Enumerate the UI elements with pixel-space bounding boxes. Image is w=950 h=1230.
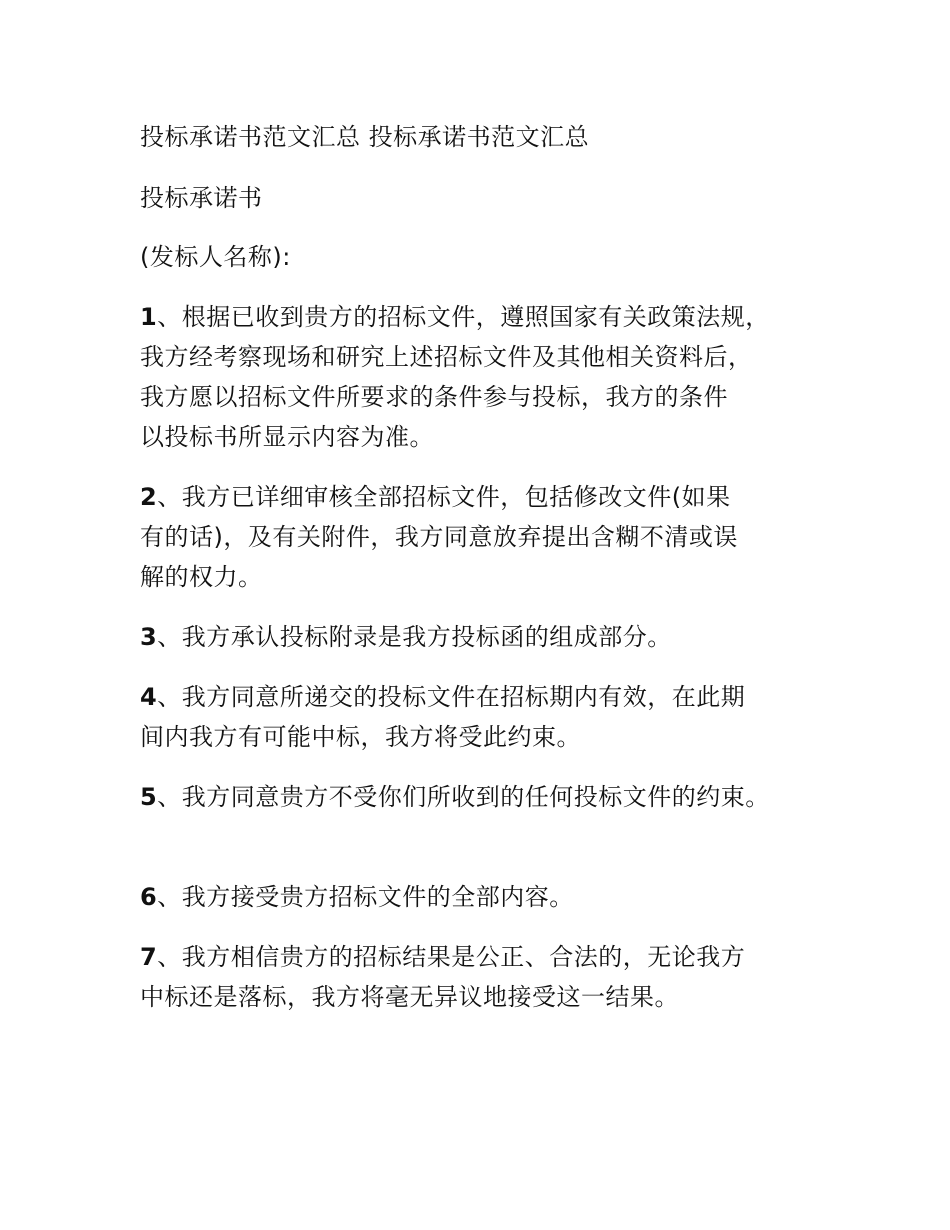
- item-text: 、我方相信贵方的招标结果是公正、合法的，无论我方: [157, 943, 746, 971]
- item-number: 4: [140, 683, 158, 711]
- addressee-line: (发标人名称):: [140, 243, 291, 271]
- item-number: 1: [140, 303, 158, 331]
- item-1-line-4: 以投标书所显示内容为准。: [140, 423, 434, 451]
- item-number: 7: [140, 943, 158, 971]
- item-1-line-3: 我方愿以招标文件所要求的条件参与投标，我方的条件: [140, 383, 728, 411]
- item-text: 、我方承认投标附录是我方投标函的组成部分。: [157, 623, 672, 651]
- item-4-line-1: [140, 682, 745, 712]
- item-5-line-1: [140, 782, 770, 812]
- item-text: 、我方接受贵方招标文件的全部内容。: [157, 883, 574, 911]
- item-number: 3: [140, 623, 158, 651]
- item-2-line-3: 解的权力。: [140, 563, 263, 591]
- item-4-line-2: 间内我方有可能中标，我方将受此约束。: [140, 723, 581, 751]
- item-number: 6: [140, 883, 158, 911]
- item-text: 、根据已收到贵方的招标文件，遵照国家有关政策法规，: [157, 303, 770, 331]
- item-1-line-1: [140, 302, 770, 332]
- item-2-line-1: [140, 482, 731, 512]
- item-number: 5: [140, 783, 158, 811]
- item-text: 、我方同意所递交的投标文件在招标期内有效，在此期: [157, 683, 746, 711]
- item-3-line-1: [140, 622, 672, 652]
- item-7-line-1: [140, 942, 745, 972]
- item-6-line-1: [140, 882, 574, 912]
- item-7-line-2: 中标还是落标，我方将毫无异议地接受这一结果。: [140, 983, 679, 1011]
- item-number: 2: [140, 483, 158, 511]
- document-title: 投标承诺书范文汇总 投标承诺书范文汇总: [140, 123, 590, 151]
- document-subtitle: 投标承诺书: [140, 184, 263, 212]
- item-text: 、我方已详细审核全部招标文件，包括修改文件(如果: [157, 483, 731, 511]
- item-2-line-2: 有的话)，及有关附件，我方同意放弃提出含糊不清或误: [140, 523, 738, 551]
- item-text: 、我方同意贵方不受你们所收到的任何投标文件的约束。: [157, 783, 770, 811]
- item-1-line-2: 我方经考察现场和研究上述招标文件及其他相关资料后，: [140, 343, 753, 371]
